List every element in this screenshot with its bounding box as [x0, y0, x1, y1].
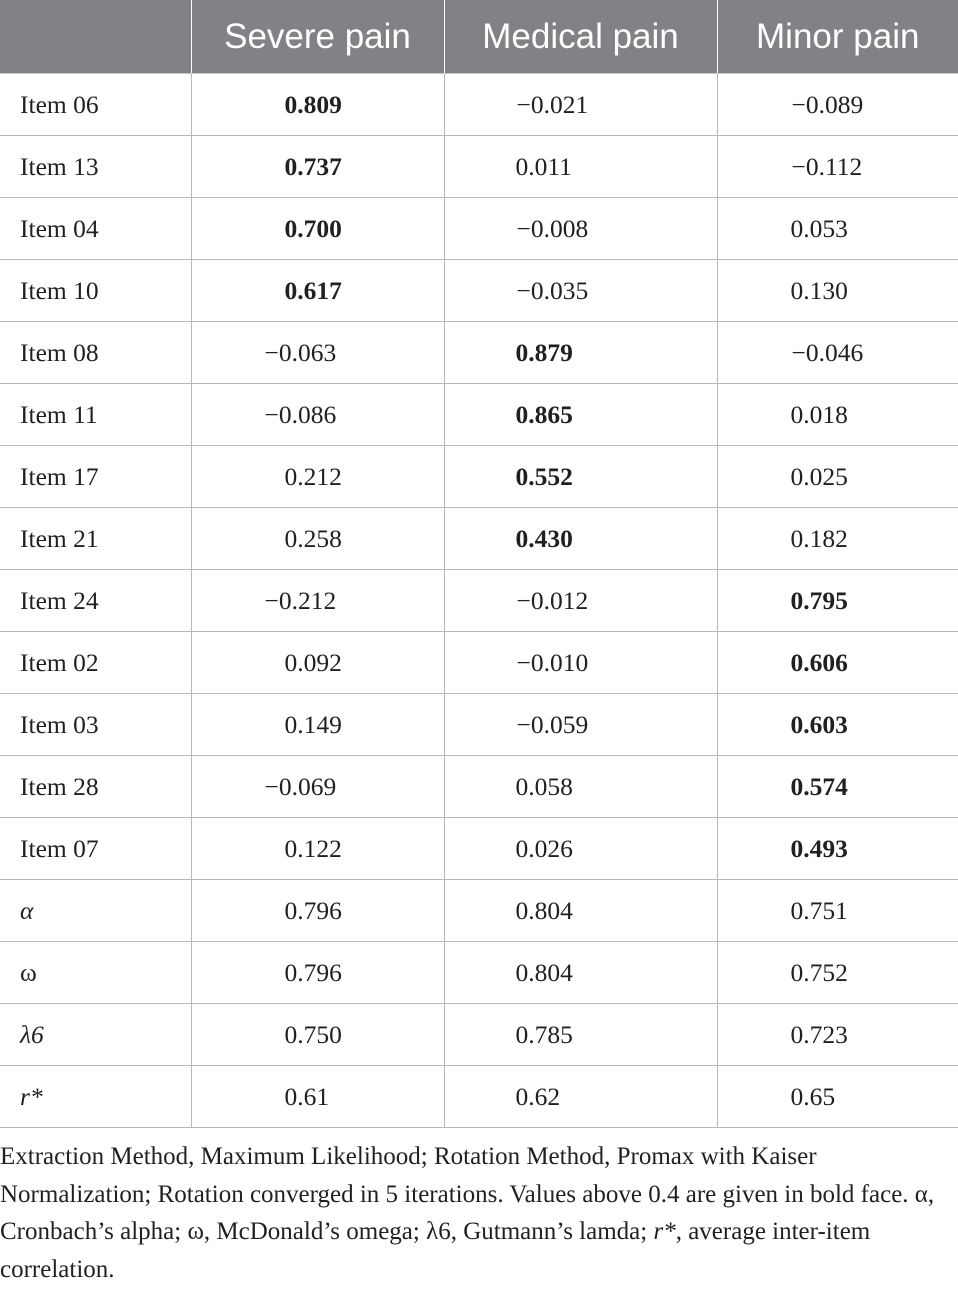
row-label-text: Item 21 [20, 523, 99, 553]
row-label [0, 694, 191, 756]
table-cell: 0.751 [717, 880, 958, 942]
table-cell: −0.010 [444, 632, 717, 694]
table-cell: 0.804 [444, 942, 717, 1004]
table-cell: 0.617 [191, 260, 444, 322]
row-label-text: Item 24 [20, 585, 99, 615]
footnote-text-1: Extraction Method, Maximum Likelihood; Rotation Method, Promax with Kaiser Normalization; Rotation converged in 5 iterations. Values above 0.4 are given in bold face. α, Cronbach’s alpha; ω, McDonald’s omega; λ6, Gutmann’s lamda; [0, 1143, 935, 1245]
row-label-text: Item 10 [20, 275, 99, 305]
header-medical-pain: Medical pain [444, 0, 717, 74]
table-cell: 0.603 [717, 694, 958, 756]
table-cell: 0.552 [444, 446, 717, 508]
table-cell: 0.574 [717, 756, 958, 818]
row-label [0, 446, 191, 508]
header-minor-pain: Minor pain [717, 0, 958, 74]
row-label-text: Item 03 [20, 709, 99, 739]
table-row [0, 384, 958, 446]
table-cell: 0.723 [717, 1004, 958, 1066]
table-cell: 0.62 [444, 1066, 717, 1128]
table-row [0, 632, 958, 694]
row-label [0, 1066, 191, 1128]
row-label [0, 322, 191, 384]
row-label-text: Item 06 [20, 89, 99, 119]
table-cell: −0.112 [717, 136, 958, 198]
table-footnote [0, 1138, 950, 1288]
row-label-text: Item 07 [20, 833, 99, 863]
table-cell: 0.804 [444, 880, 717, 942]
table-cell: −0.059 [444, 694, 717, 756]
table-cell: 0.493 [717, 818, 958, 880]
table-cell: 0.879 [444, 322, 717, 384]
row-label-text: ω [20, 957, 37, 987]
table-cell: −0.021 [444, 74, 717, 136]
table-cell: 0.258 [191, 508, 444, 570]
row-label-text: Item 28 [20, 771, 99, 801]
table-cell: 0.026 [444, 818, 717, 880]
row-label-text: r* [20, 1081, 43, 1111]
table-cell: −0.089 [717, 74, 958, 136]
row-label [0, 74, 191, 136]
table-cell: 0.796 [191, 942, 444, 1004]
table-row [0, 508, 958, 570]
table-body [0, 74, 958, 1128]
table-cell: −0.063 [191, 322, 444, 384]
table-cell: −0.212 [191, 570, 444, 632]
table-cell: 0.130 [717, 260, 958, 322]
table-cell: 0.092 [191, 632, 444, 694]
table-cell: 0.025 [717, 446, 958, 508]
table-cell: −0.069 [191, 756, 444, 818]
table-cell: 0.865 [444, 384, 717, 446]
row-label [0, 1004, 191, 1066]
table-cell: 0.058 [444, 756, 717, 818]
table-cell: 0.430 [444, 508, 717, 570]
row-label-text: Item 13 [20, 151, 99, 181]
row-label [0, 880, 191, 942]
table-row [0, 570, 958, 632]
table-cell: 0.795 [717, 570, 958, 632]
table-cell: −0.008 [444, 198, 717, 260]
table-cell: −0.012 [444, 570, 717, 632]
table-cell: 0.785 [444, 1004, 717, 1066]
table-cell: −0.035 [444, 260, 717, 322]
row-label [0, 136, 191, 198]
row-label [0, 570, 191, 632]
table-cell: 0.700 [191, 198, 444, 260]
row-label-text: Item 04 [20, 213, 99, 243]
footnote-r-symbol: r* [653, 1218, 676, 1245]
row-label [0, 632, 191, 694]
table-row [0, 694, 958, 756]
table-cell: 0.65 [717, 1066, 958, 1128]
table-row [0, 198, 958, 260]
table-row [0, 322, 958, 384]
row-label [0, 942, 191, 1004]
table-cell: 0.149 [191, 694, 444, 756]
table-cell: 0.750 [191, 1004, 444, 1066]
table-cell: 0.011 [444, 136, 717, 198]
table-row [0, 756, 958, 818]
row-label [0, 198, 191, 260]
row-label [0, 756, 191, 818]
header-row [0, 0, 958, 74]
table-cell: 0.61 [191, 1066, 444, 1128]
header-empty [0, 0, 191, 74]
table-row [0, 880, 958, 942]
row-label-text: λ6 [20, 1019, 44, 1049]
table-cell: 0.752 [717, 942, 958, 1004]
table-cell: 0.018 [717, 384, 958, 446]
table-row [0, 1066, 958, 1128]
table-row [0, 136, 958, 198]
row-label-text: Item 11 [20, 399, 98, 429]
row-label-text: Item 02 [20, 647, 99, 677]
table-cell: 0.122 [191, 818, 444, 880]
table-cell: −0.046 [717, 322, 958, 384]
row-label [0, 260, 191, 322]
table-row [0, 74, 958, 136]
row-label-text: Item 08 [20, 337, 99, 367]
row-label-text: α [20, 895, 34, 925]
table-cell: 0.606 [717, 632, 958, 694]
table-cell: 0.796 [191, 880, 444, 942]
table-row [0, 1004, 958, 1066]
table-cell: 0.737 [191, 136, 444, 198]
row-label [0, 818, 191, 880]
row-label [0, 508, 191, 570]
table-cell: 0.212 [191, 446, 444, 508]
table-cell: −0.086 [191, 384, 444, 446]
footnote-text-2: , average inter-item correlation. [0, 1218, 871, 1283]
table-row [0, 446, 958, 508]
table-row [0, 942, 958, 1004]
row-label-text: Item 17 [20, 461, 99, 491]
table-cell: 0.809 [191, 74, 444, 136]
table-row [0, 260, 958, 322]
header-severe-pain: Severe pain [191, 0, 444, 74]
table-row [0, 818, 958, 880]
table-cell: 0.053 [717, 198, 958, 260]
row-label [0, 384, 191, 446]
table-cell: 0.182 [717, 508, 958, 570]
